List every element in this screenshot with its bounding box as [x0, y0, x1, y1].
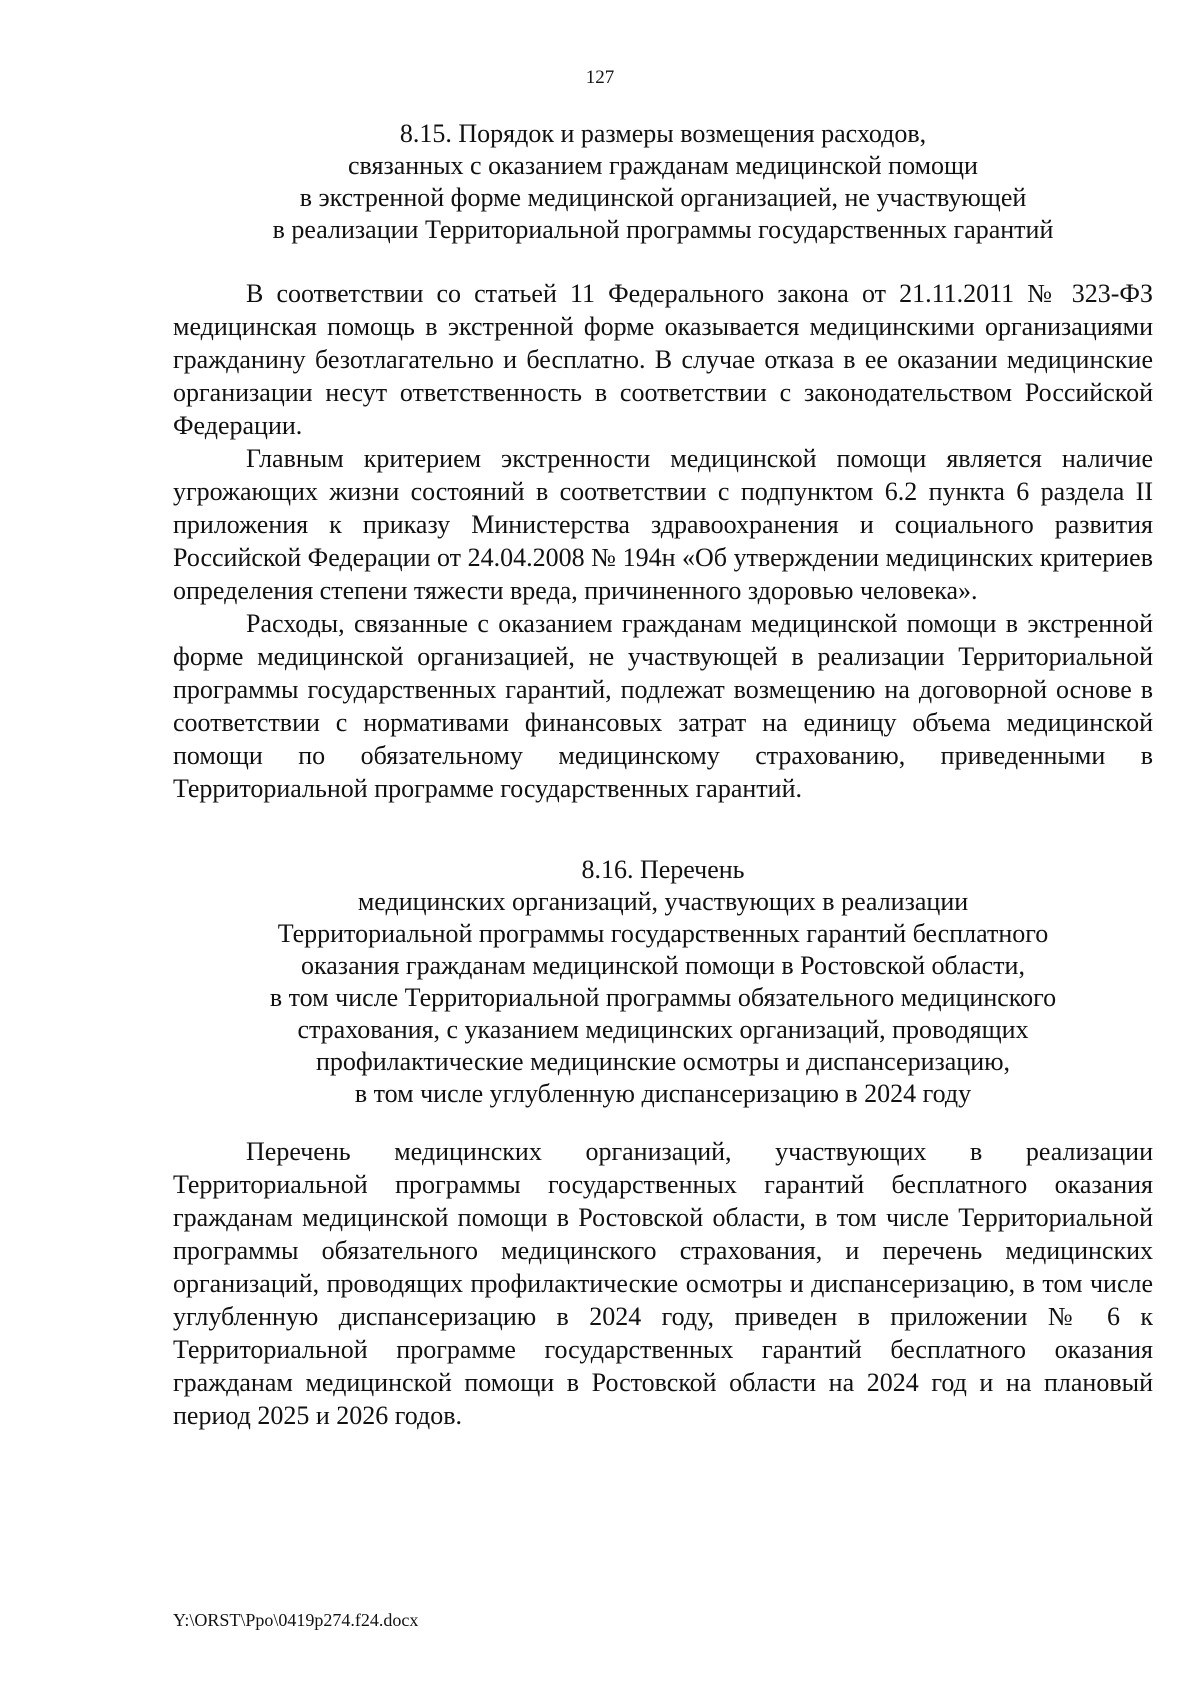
page-number: 127	[585, 67, 615, 88]
heading-line: в том числе углубленную диспансеризацию в 2024 году	[354, 1079, 972, 1108]
heading-line: оказания гражданам медицинской помощи в Ростовской области,	[301, 951, 1025, 980]
paragraph: В соответствии со статьей 11 Федерального закона от 21.11.2011 № 323-ФЗ медицинская помощь в экстренной форме оказывается медицинскими организациями гражданину безотлагательно и бесплатно. В случае отказа в ее оказании медицинские организации несут ответственность в соответствии с законодательством Российской Федерации.	[173, 279, 1153, 440]
heading-line: профилактические медицинские осмотры и диспансеризацию,	[315, 1047, 1011, 1076]
paragraph: Главным критерием экстренности медицинской помощи является наличие угрожающих жизни состояний в соответствии с подпунктом 6.2 пункта 6 раздела II приложения к приказу Министерства здравоохранения и социального развития Российской Федерации от 24.04.2008 № 194н «Об утверждении медицинских критериев определения степени тяжести вреда, причиненного здоровью человека».	[173, 444, 1153, 605]
section-8-15-heading	[173, 118, 1153, 246]
paragraph: Расходы, связанные с оказанием гражданам медицинской помощи в экстренной форме медицинской организацией, не участвующей в реализации Территориальной программы государственных гарантий, подлежат возмещению на договорной основе в соответствии с нормативами финансовых затрат на единицу объема медицинской помощи по обязательному медицинскому страхованию, приведенными в Территориальной программе государственных гарантий.	[173, 609, 1153, 803]
heading-line: Территориальной программы государственных гарантий бесплатного	[277, 919, 1049, 948]
footer-file-path: Y:\ORST\Ppo\0419p274.f24.docx	[173, 1610, 419, 1630]
paragraph: Перечень медицинских организаций, участвующих в реализации Территориальной программы государственных гарантий бесплатного оказания гражданам медицинской помощи в Ростовской области, в том числе Территориальной программы обязательного медицинского страхования, и перечень медицинских организаций, проводящих профилактические осмотры и диспансеризацию, в том числе углубленную диспансеризацию в 2024 году, приведен в приложении № 6 к Территориальной программе государственных гарантий бесплатного оказания гражданам медицинской помощи в Ростовской области на 2024 год и на плановый период 2025 и 2026 годов.	[173, 1137, 1153, 1430]
heading-line: страхования, с указанием медицинских организаций, проводящих	[297, 1015, 1029, 1044]
heading-line: в экстренной форме медицинской организацией, не участвующей	[299, 183, 1027, 212]
heading-line: 8.15. Порядок и размеры возмещения расходов,	[399, 119, 927, 148]
heading-line: в том числе Территориальной программы обязательного медицинского	[269, 983, 1057, 1012]
heading-line: в реализации Территориальной программы государственных гарантий	[272, 215, 1054, 244]
heading-line: связанных с оказанием гражданам медицинской помощи	[348, 151, 978, 180]
document-body	[173, 118, 1153, 1432]
section-8-16-heading	[173, 854, 1153, 1110]
heading-line: медицинских организаций, участвующих в реализации	[357, 887, 969, 916]
heading-line: 8.16. Перечень	[581, 855, 745, 884]
